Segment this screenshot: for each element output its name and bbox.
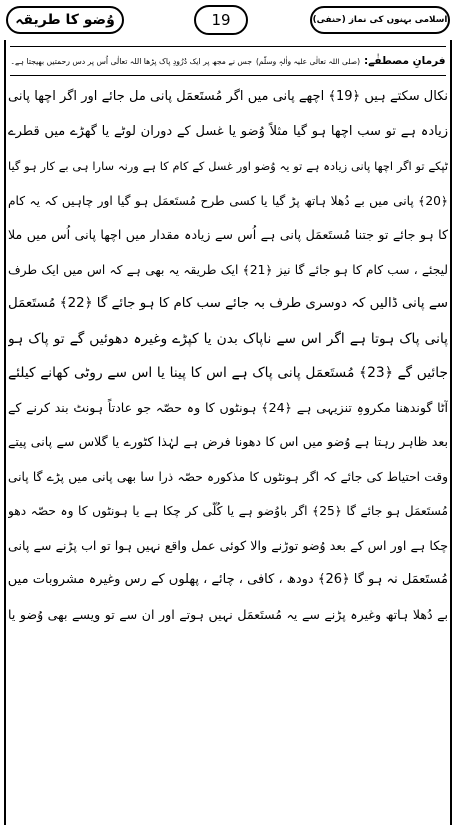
- page-number: 19: [194, 5, 248, 35]
- chapter-title: وُضو کا طریقہ: [6, 6, 124, 34]
- hadith-banner: [10, 46, 446, 76]
- text-line: پانی پاک ہوتا ہے اگر اس سے ناپاک بدن یا کپڑے وغیرہ دھوئیں گے تو پاک ہو: [8, 330, 448, 347]
- hadith-label: فرمانِ مصطفٰے:: [364, 55, 446, 67]
- text-line: ﴿20﴾ پانی میں بے دُھلا ہاتھ پڑ گیا یا کسی طرح مُستَعمَل ہو گیا اور چاہیں کہ یہ کام: [8, 193, 448, 208]
- text-line: زیادہ ہے تو سب اچھا ہو گیا مثلاً وُضو یا غسل کے دوران لوٹے یا گھڑے میں قطرے: [8, 123, 448, 139]
- book-title: اسلامی بہنوں کی نماز (حنفی): [310, 6, 450, 34]
- hadith-text: جس نے مجھ پر ایک دُرُودِ پاک پڑھا اللہ تعالٰی اُس پر دس رحمتیں بھیجتا ہے۔: [10, 56, 252, 66]
- text-line: سے پانی ڈالیں کہ دوسری طرف بہ جائے سب کام کا ہو جائے گا ﴿22﴾ مُستَعمَل: [8, 296, 448, 311]
- text-line: کا ہو جائے تو جتنا مُستَعمَل پانی ہے اُس سے زیادہ مقدار میں اچھا پانی اُس میں ملا: [8, 227, 448, 242]
- text-line: بے دُھلا ہاتھ وغیرہ پڑنے سے یہ مُستَعمَل نہیں ہوتے اور ان سے تو ویسے بھی وُضو یا: [8, 606, 448, 622]
- page-header: [0, 0, 456, 40]
- text-line: آٹا گوندھنا مکروہِ تنزیہی ہے ﴿24﴾ ہونٹوں کا وہ حصّہ جو عادتاً ہونٹ بند کرنے کے: [8, 399, 448, 415]
- text-line: نکال سکتے ہیں ﴿19﴾ اچھے پانی میں اگر مُستَعمَل پانی مل جائے اور اگر اچھا پانی: [8, 89, 448, 104]
- text-line: جائیں گے ﴿23﴾ مُستَعمَل پانی پاک ہے اس کا پینا یا اس سے روٹی کھانے کیلئے: [8, 365, 448, 381]
- text-line: مُستَعمَل نہ ہو گا ﴿26﴾ دودھ ، کافی ، چائے ، پھلوں کے رس وغیرہ مشروبات میں: [8, 572, 448, 587]
- text-line: مُستَعمَل ہو جائے گا ﴿25﴾ اگر باوُضو ہے یا کُلّی کر چکا ہے یا ہونٹوں کا وہ حصّہ دھو: [8, 504, 448, 518]
- text-line: وقت احتیاط کی جائے کہ اگر ہونٹوں کا مذکورہ حصّہ ذرا سا بھی پانی میں پڑے گا پانی: [8, 469, 448, 484]
- hadith-honorific: (صلی اللہ تعالٰی علیہ واٰلہٖ وسلّم): [256, 56, 361, 66]
- body-text: [8, 80, 448, 632]
- text-line: بعد ظاہر رہتا ہے وُضو میں اس کا دھونا فرض ہے لہٰذا کٹورے یا گلاس سے پانی پیتے: [8, 434, 448, 449]
- text-line: لیجئے ، سب کام کا ہو جائے گا نیز ﴿21﴾ ایک طریقہ یہ بھی ہے کہ اس میں ایک طرف: [8, 262, 448, 277]
- text-line: ٹپکے تو اگر اچھا پانی زیادہ ہے تو یہ وُضو اور غسل کے کام کا ہے ورنہ سارا ہی بے کار ہو گیا: [8, 159, 448, 173]
- text-line: چکا ہے اور اس کے بعد وُضو توڑنے والا کوئی عمل واقع نہیں ہوا تو اب پڑنے سے پانی: [8, 537, 448, 553]
